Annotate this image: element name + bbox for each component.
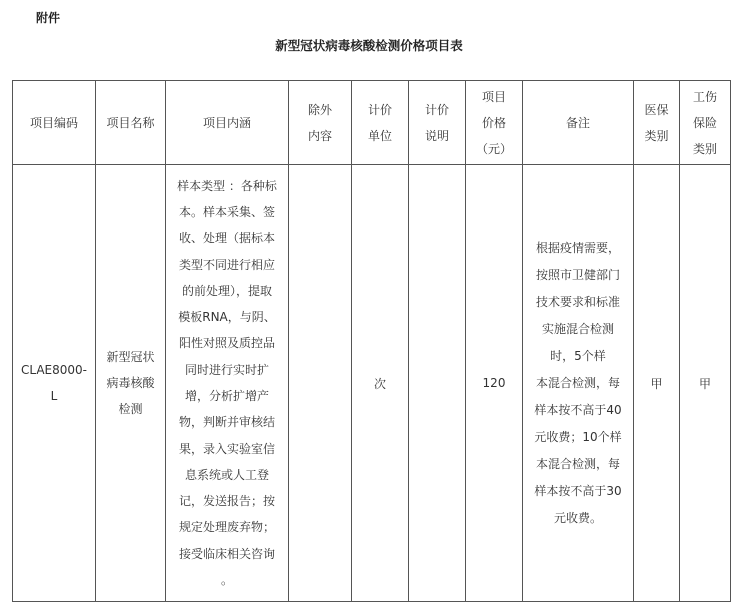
header-exclusions: 除外 内容	[289, 81, 352, 165]
cell-remarks: 根据疫情需要， 按照市卫健部门 技术要求和标准 实施混合检测 时，5个样 本混合检测，每 样本按不高于40 元收费；10个样 本混合检测，每 样本按不高于30 元收费。	[523, 165, 634, 602]
cell-price: 120	[466, 165, 523, 602]
header-name: 项目名称	[96, 81, 166, 165]
header-unit-note: 计价 说明	[409, 81, 466, 165]
cell-unit: 次	[352, 165, 409, 602]
header-injury-insurance: 工伤 保险 类别	[680, 81, 731, 165]
header-code: 项目编码	[13, 81, 96, 165]
cell-medical-insurance: 甲	[634, 165, 680, 602]
cell-code: CLAE8000- L	[13, 165, 96, 602]
cell-name: 新型冠状 病毒核酸 检测	[96, 165, 166, 602]
header-content: 项目内涵	[166, 81, 289, 165]
header-remarks: 备注	[523, 81, 634, 165]
table-header-row	[13, 81, 731, 165]
header-medical-insurance: 医保 类别	[634, 81, 680, 165]
document-title: 新型冠状病毒核酸检测价格项目表	[275, 38, 463, 53]
table-row	[13, 165, 731, 602]
header-price: 项目 价格 （元）	[466, 81, 523, 165]
cell-unit-note	[409, 165, 466, 602]
cell-content: 样本类型 ：各种标 本。样本采集、签 收、处理（据标本 类型不同进行相应 的前处理），提取 模板RNA，与阴、 阳性对照及质控品 同时进行实时扩 增，分析扩增产 物，判断并审核结 果，录入实验室信 息系统或人工登 记，发送报告；按 规定处理废弃物； 接受临床相关咨询 。	[166, 165, 289, 602]
header-unit: 计价 单位	[352, 81, 409, 165]
cell-injury-insurance: 甲	[680, 165, 731, 602]
cell-exclusions	[289, 165, 352, 602]
attachment-label: 附件	[36, 11, 61, 25]
price-table	[12, 80, 731, 602]
